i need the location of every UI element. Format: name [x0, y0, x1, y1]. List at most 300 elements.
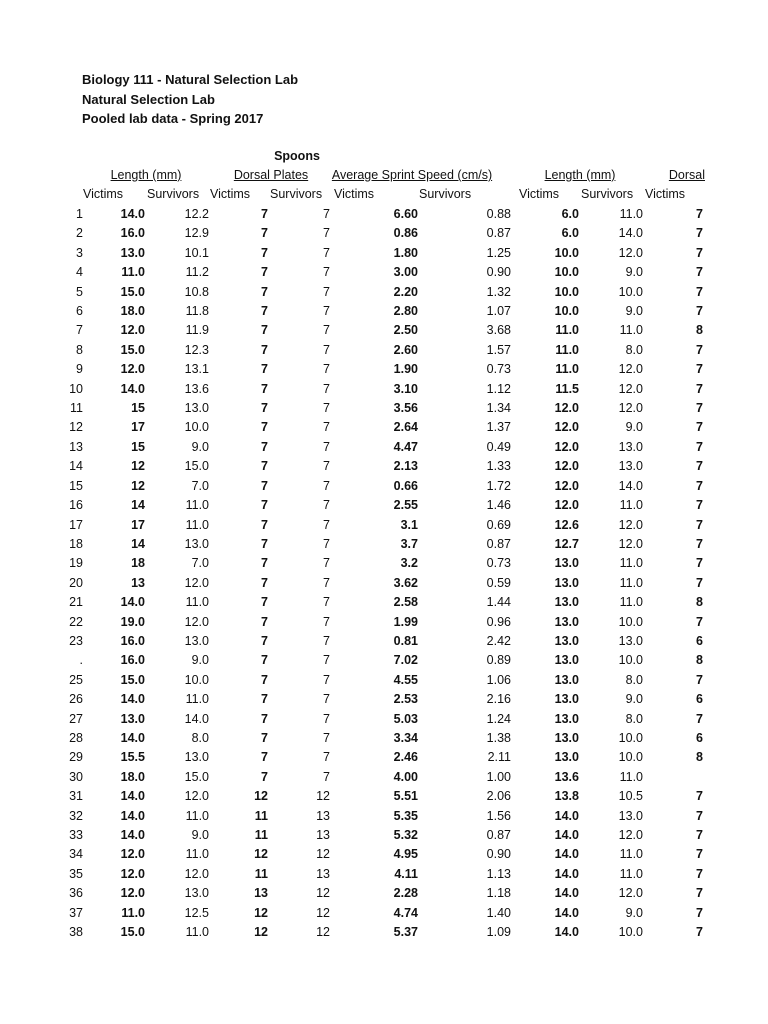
cell-speed-survivors: 1.06 [486, 672, 511, 687]
cell-length2-survivors: 10.0 [618, 284, 643, 299]
cell-length2-survivors: 13.0 [618, 808, 643, 823]
cell-dorsal2-victims: 6 [696, 633, 703, 648]
cell-length2-survivors: 10.0 [618, 925, 643, 940]
cell-dorsal-victims: 7 [261, 517, 268, 532]
cell-row-number: 29 [69, 750, 83, 765]
cell-length2-victims: 14.0 [554, 925, 579, 940]
cell-speed-victims: 4.95 [393, 847, 418, 862]
cell-row-number: 33 [69, 828, 83, 842]
cell-length2-victims: 12.0 [554, 401, 579, 416]
title-lab: Natural Selection Lab [82, 91, 215, 107]
cell-dorsal-survivors: 7 [323, 478, 330, 493]
cell-speed-victims: 0.66 [393, 478, 418, 493]
cell-length-survivors: 12.0 [184, 614, 209, 629]
cell-dorsal-victims: 7 [261, 711, 268, 726]
cell-dorsal2-victims: 7 [696, 342, 703, 357]
cell-speed-survivors: 0.49 [486, 439, 511, 454]
cell-length-survivors: 11.0 [185, 808, 209, 823]
group-label-spoons: Spoons [274, 149, 320, 163]
cell-length2-victims: 10.0 [554, 304, 579, 319]
cell-length-victims: 15.5 [120, 750, 145, 765]
cell-speed-survivors: 0.73 [486, 362, 511, 377]
cell-dorsal-survivors: 7 [323, 323, 330, 338]
cell-length2-victims: 13.0 [554, 692, 579, 707]
cell-dorsal2-victims: 7 [696, 672, 703, 687]
table-row [0, 574, 768, 593]
cell-length-victims: 12.0 [120, 362, 145, 377]
cell-length-victims: 18 [131, 556, 145, 571]
cell-dorsal-victims: 7 [261, 304, 268, 319]
cell-length2-victims: 12.7 [554, 536, 579, 551]
cell-speed-victims: 0.81 [393, 633, 418, 648]
cell-dorsal-victims: 7 [261, 730, 268, 745]
cell-row-number: 2 [76, 226, 83, 241]
cell-length2-survivors: 13.0 [618, 439, 643, 454]
cell-dorsal-survivors: 7 [323, 517, 330, 532]
cell-dorsal2-victims: 7 [696, 381, 703, 396]
cell-length2-survivors: 12.0 [618, 886, 643, 901]
cell-length2-survivors: 9.0 [625, 905, 643, 920]
cell-length-survivors: 13.6 [184, 381, 209, 396]
cell-length-survivors: 7.0 [191, 478, 209, 493]
table-row [0, 263, 768, 282]
cell-row-number: 10 [69, 381, 83, 396]
cell-length-survivors: 12.2 [184, 207, 209, 221]
cell-length2-victims: 12.0 [554, 498, 579, 513]
cell-speed-survivors: 1.37 [486, 420, 511, 435]
cell-dorsal-survivors: 7 [323, 245, 330, 260]
cell-length2-victims: 12.0 [554, 439, 579, 454]
table-row [0, 418, 768, 437]
cell-row-number: 20 [69, 575, 83, 590]
cell-length2-victims: 11.5 [555, 381, 579, 396]
cell-dorsal-survivors: 7 [323, 207, 330, 221]
cell-speed-survivors: 1.13 [486, 866, 511, 881]
subheader-victims-5: Victims [645, 187, 686, 201]
title-course: Biology 111 - Natural Selection Lab [82, 72, 299, 87]
cell-length2-survivors: 12.0 [618, 401, 643, 416]
cell-length2-survivors: 9.0 [625, 265, 643, 280]
cell-length-survivors: 15.0 [184, 769, 209, 784]
cell-length-survivors: 12.0 [184, 575, 209, 590]
subheader-victims-1: Victims [83, 187, 124, 201]
cell-length-victims: 15.0 [120, 342, 145, 357]
cell-dorsal-survivors: 7 [323, 304, 330, 319]
cell-speed-victims: 3.34 [393, 730, 418, 745]
data-table-body [0, 205, 768, 942]
cell-length2-survivors: 11.0 [619, 498, 643, 513]
cell-speed-survivors: 0.69 [486, 517, 511, 532]
cell-dorsal-victims: 7 [261, 420, 268, 435]
cell-speed-victims: 2.80 [393, 304, 418, 319]
cell-length2-victims: 13.0 [554, 653, 579, 668]
cell-dorsal2-victims: 7 [696, 265, 703, 280]
cell-length2-survivors: 9.0 [625, 692, 643, 707]
cell-length-victims: 14.0 [120, 789, 145, 804]
cell-length2-survivors: 11.0 [619, 847, 643, 862]
cell-speed-victims: 5.32 [393, 828, 418, 842]
cell-length2-survivors: 12.0 [618, 517, 643, 532]
table-row [0, 399, 768, 418]
cell-length-victims: 12.0 [120, 847, 145, 862]
cell-row-number: 31 [69, 789, 83, 804]
cell-dorsal-victims: 7 [261, 284, 268, 299]
cell-dorsal-victims: 7 [261, 692, 268, 707]
cell-length2-survivors: 10.0 [618, 750, 643, 765]
cell-dorsal-victims: 7 [261, 381, 268, 396]
cell-length2-survivors: 14.0 [618, 478, 643, 493]
cell-length2-survivors: 11.0 [619, 207, 643, 221]
cell-dorsal-victims: 7 [261, 226, 268, 241]
cell-length-victims: 14.0 [120, 207, 145, 221]
cell-length2-survivors: 9.0 [625, 304, 643, 319]
cell-dorsal-survivors: 7 [323, 362, 330, 377]
cell-speed-victims: 2.60 [393, 342, 418, 357]
cell-length-victims: 15 [131, 401, 145, 416]
cell-speed-survivors: 0.89 [486, 653, 511, 668]
cell-dorsal2-victims: 7 [696, 556, 703, 571]
cell-row-number: 25 [69, 672, 83, 687]
cell-speed-survivors: 1.25 [486, 245, 511, 260]
cell-dorsal-survivors: 7 [323, 730, 330, 745]
cell-speed-survivors: 3.68 [486, 323, 511, 338]
cell-length2-victims: 14.0 [554, 905, 579, 920]
cell-dorsal-survivors: 13 [316, 866, 330, 881]
cell-dorsal-survivors: 7 [323, 420, 330, 435]
cell-speed-victims: 5.35 [393, 808, 418, 823]
cell-length-survivors: 12.3 [184, 342, 209, 357]
cell-dorsal2-victims: 7 [696, 808, 703, 823]
cell-dorsal-survivors: 7 [323, 575, 330, 590]
table-row [0, 613, 768, 632]
cell-length-survivors: 8.0 [191, 730, 209, 745]
cell-length-victims: 15.0 [120, 672, 145, 687]
cell-length-victims: 11.0 [121, 905, 145, 920]
cell-dorsal-victims: 7 [261, 750, 268, 765]
cell-length-victims: 12 [131, 478, 145, 493]
cell-speed-victims: 6.60 [393, 207, 418, 221]
cell-dorsal2-victims: 8 [696, 750, 703, 765]
cell-dorsal-victims: 7 [261, 769, 268, 784]
cell-length2-victims: 10.0 [554, 265, 579, 280]
cell-dorsal-survivors: 7 [323, 595, 330, 610]
cell-length-victims: 16.0 [120, 653, 145, 668]
cell-speed-victims: 2.55 [393, 498, 418, 513]
cell-length-survivors: 11.9 [185, 323, 209, 338]
cell-length-survivors: 12.0 [184, 866, 209, 881]
cell-dorsal-survivors: 12 [316, 925, 330, 940]
cell-row-number: 19 [69, 556, 83, 571]
cell-length-victims: 18.0 [120, 769, 145, 784]
table-row [0, 729, 768, 748]
cell-speed-victims: 1.90 [393, 362, 418, 377]
cell-row-number: 26 [69, 692, 83, 707]
cell-length-victims: 14 [131, 536, 145, 551]
cell-dorsal-victims: 11 [254, 866, 268, 881]
cell-length2-victims: 14.0 [554, 847, 579, 862]
cell-length-survivors: 10.0 [184, 672, 209, 687]
cell-dorsal2-victims: 7 [696, 828, 703, 842]
cell-speed-survivors: 0.96 [486, 614, 511, 629]
cell-length-survivors: 12.9 [184, 226, 209, 241]
cell-row-number: 30 [69, 769, 83, 784]
cell-length-survivors: 11.0 [185, 925, 209, 940]
cell-length-survivors: 11.2 [185, 265, 209, 280]
cell-speed-victims: 0.86 [393, 226, 418, 241]
cell-length-victims: 16.0 [120, 226, 145, 241]
cell-row-number: 3 [76, 245, 83, 260]
cell-dorsal-victims: 7 [261, 595, 268, 610]
cell-length-survivors: 13.0 [184, 750, 209, 765]
cell-length-survivors: 15.0 [184, 459, 209, 474]
subheader-survivors-1: Survivors [147, 187, 200, 201]
cell-speed-survivors: 0.87 [486, 828, 511, 842]
cell-length2-victims: 14.0 [554, 886, 579, 901]
cell-row-number: 16 [69, 498, 83, 513]
table-row [0, 632, 768, 651]
cell-length2-survivors: 12.0 [618, 245, 643, 260]
cell-length2-survivors: 8.0 [625, 342, 643, 357]
cell-dorsal2-victims: 7 [696, 439, 703, 454]
cell-dorsal-survivors: 7 [323, 439, 330, 454]
cell-length-survivors: 14.0 [184, 711, 209, 726]
header-sprint-speed: Average Sprint Speed (cm/s) [331, 168, 493, 182]
cell-speed-victims: 4.47 [393, 439, 418, 454]
cell-length-survivors: 13.0 [184, 886, 209, 901]
cell-speed-survivors: 1.33 [486, 459, 511, 474]
cell-length2-victims: 13.0 [554, 730, 579, 745]
cell-length2-survivors: 12.0 [618, 536, 643, 551]
cell-speed-survivors: 1.46 [486, 498, 511, 513]
cell-length2-victims: 13.0 [554, 575, 579, 590]
cell-row-number: 22 [69, 614, 83, 629]
cell-dorsal-victims: 12 [254, 789, 268, 804]
cell-length2-survivors: 8.0 [625, 672, 643, 687]
cell-dorsal-survivors: 7 [323, 750, 330, 765]
cell-dorsal-victims: 7 [261, 362, 268, 377]
cell-length-victims: 12 [131, 459, 145, 474]
table-row [0, 224, 768, 243]
cell-dorsal2-victims: 7 [696, 886, 703, 901]
cell-dorsal-survivors: 7 [323, 633, 330, 648]
group-header-row [0, 149, 768, 168]
table-row [0, 826, 768, 845]
cell-dorsal-victims: 7 [261, 342, 268, 357]
cell-speed-victims: 1.80 [393, 245, 418, 260]
cell-dorsal2-victims: 7 [696, 245, 703, 260]
cell-speed-victims: 4.74 [393, 905, 418, 920]
cell-length-survivors: 11.0 [185, 692, 209, 707]
cell-row-number: 5 [76, 284, 83, 299]
cell-length2-survivors: 10.0 [618, 730, 643, 745]
cell-row-number: 11 [70, 401, 83, 416]
table-row [0, 477, 768, 496]
cell-dorsal-victims: 7 [261, 207, 268, 221]
table-row [0, 748, 768, 767]
cell-speed-victims: 3.2 [400, 556, 418, 571]
cell-dorsal-survivors: 13 [316, 808, 330, 823]
cell-dorsal2-victims: 8 [696, 595, 703, 610]
subheader-survivors-4: Survivors [581, 187, 634, 201]
cell-length2-survivors: 10.0 [618, 614, 643, 629]
cell-dorsal-victims: 7 [261, 478, 268, 493]
cell-dorsal2-victims: 7 [696, 789, 703, 804]
cell-length-victims: 14.0 [120, 692, 145, 707]
cell-length2-victims: 13.0 [554, 711, 579, 726]
cell-length-victims: 16.0 [120, 633, 145, 648]
cell-speed-survivors: 1.44 [486, 595, 511, 610]
cell-dorsal2-victims: 8 [696, 323, 703, 338]
cell-speed-survivors: 1.32 [486, 284, 511, 299]
cell-length2-survivors: 10.5 [618, 789, 643, 804]
cell-dorsal2-victims: 6 [696, 730, 703, 745]
cell-dorsal2-victims: 7 [696, 478, 703, 493]
cell-length-survivors: 10.0 [184, 420, 209, 435]
cell-length-survivors: 11.8 [185, 304, 209, 319]
cell-dorsal2-victims: 7 [696, 614, 703, 629]
cell-dorsal2-victims: 7 [696, 459, 703, 474]
cell-dorsal-survivors: 7 [323, 536, 330, 551]
cell-length-victims: 12.0 [120, 866, 145, 881]
cell-length2-victims: 12.0 [554, 420, 579, 435]
cell-length-victims: 14.0 [120, 730, 145, 745]
cell-length2-victims: 12.6 [554, 517, 579, 532]
cell-length-survivors: 10.8 [184, 284, 209, 299]
cell-speed-victims: 5.51 [393, 789, 418, 804]
cell-dorsal-victims: 11 [254, 808, 268, 823]
cell-length-survivors: 11.0 [185, 498, 209, 513]
cell-dorsal2-victims: 7 [696, 536, 703, 551]
cell-length2-survivors: 11.0 [619, 575, 643, 590]
cell-dorsal-survivors: 13 [316, 828, 330, 842]
cell-speed-victims: 2.53 [393, 692, 418, 707]
table-row [0, 845, 768, 864]
table-row [0, 884, 768, 903]
cell-speed-victims: 2.58 [393, 595, 418, 610]
table-row [0, 535, 768, 554]
cell-length2-survivors: 11.0 [619, 866, 643, 881]
cell-dorsal2-victims: 7 [696, 284, 703, 299]
cell-length2-victims: 11.0 [555, 323, 579, 338]
cell-speed-survivors: 1.57 [486, 342, 511, 357]
table-row [0, 457, 768, 476]
cell-dorsal-victims: 7 [261, 265, 268, 280]
cell-dorsal-survivors: 12 [316, 886, 330, 901]
header-dorsal-2: Dorsal [668, 168, 705, 182]
cell-dorsal-survivors: 7 [323, 459, 330, 474]
table-row [0, 496, 768, 515]
cell-length-victims: 12.0 [120, 886, 145, 901]
cell-speed-victims: 2.20 [393, 284, 418, 299]
title-pooled-data: Pooled lab data - Spring 2017 [82, 111, 264, 126]
cell-length-survivors: 13.0 [184, 401, 209, 416]
cell-dorsal2-victims: 7 [696, 517, 703, 532]
cell-length-survivors: 13.0 [184, 536, 209, 551]
cell-dorsal-victims: 7 [261, 556, 268, 571]
cell-length-survivors: 10.1 [184, 245, 209, 260]
cell-row-number: 13 [69, 439, 83, 454]
cell-speed-survivors: 0.73 [486, 556, 511, 571]
cell-dorsal-victims: 12 [254, 847, 268, 862]
cell-length-survivors: 12.5 [184, 905, 209, 920]
cell-speed-victims: 2.13 [393, 459, 418, 474]
cell-row-number: 27 [69, 711, 83, 726]
cell-dorsal-victims: 7 [261, 439, 268, 454]
cell-length2-survivors: 13.0 [618, 633, 643, 648]
cell-dorsal2-victims: 7 [696, 498, 703, 513]
cell-row-number: 8 [76, 342, 83, 357]
cell-speed-victims: 2.50 [393, 323, 418, 338]
cell-length2-victims: 11.0 [555, 342, 579, 357]
cell-length-survivors: 7.0 [191, 556, 209, 571]
column-group-header-row [0, 168, 768, 187]
header-dorsal-plates: Dorsal Plates [233, 168, 309, 182]
table-row [0, 690, 768, 709]
cell-row-number: 28 [69, 730, 83, 745]
cell-length-victims: 11.0 [121, 265, 145, 280]
cell-length2-survivors: 10.0 [618, 653, 643, 668]
cell-length-victims: 13 [131, 575, 145, 590]
cell-row-number: 6 [76, 304, 83, 319]
cell-length2-victims: 13.0 [554, 633, 579, 648]
cell-speed-survivors: 1.09 [486, 925, 511, 940]
table-row [0, 651, 768, 670]
cell-length2-survivors: 8.0 [625, 711, 643, 726]
table-row [0, 283, 768, 302]
cell-length-victims: 15.0 [120, 284, 145, 299]
cell-speed-victims: 1.99 [393, 614, 418, 629]
cell-length-victims: 15 [131, 439, 145, 454]
cell-dorsal2-victims: 6 [696, 692, 703, 707]
cell-speed-victims: 3.7 [400, 536, 418, 551]
cell-dorsal-survivors: 7 [323, 711, 330, 726]
cell-speed-survivors: 0.87 [486, 226, 511, 241]
table-row [0, 302, 768, 321]
cell-dorsal2-victims: 7 [696, 207, 703, 221]
cell-length2-victims: 10.0 [554, 245, 579, 260]
cell-speed-survivors: 1.12 [486, 381, 511, 396]
cell-speed-survivors: 0.59 [486, 575, 511, 590]
table-row [0, 593, 768, 612]
cell-speed-victims: 4.55 [393, 672, 418, 687]
cell-row-number: 18 [69, 536, 83, 551]
cell-speed-survivors: 1.07 [486, 304, 511, 319]
cell-dorsal2-victims: 8 [696, 653, 703, 668]
cell-length2-victims: 14.0 [554, 808, 579, 823]
subheader-victims-3: Victims [334, 187, 375, 201]
table-row [0, 923, 768, 942]
table-row [0, 516, 768, 535]
cell-dorsal-survivors: 7 [323, 769, 330, 784]
cell-row-number: 37 [69, 905, 83, 920]
cell-dorsal-victims: 7 [261, 653, 268, 668]
cell-length2-victims: 12.0 [554, 478, 579, 493]
cell-length-survivors: 11.0 [185, 517, 209, 532]
cell-speed-survivors: 0.87 [486, 536, 511, 551]
cell-length2-survivors: 12.0 [618, 828, 643, 842]
cell-dorsal2-victims: 7 [696, 401, 703, 416]
cell-dorsal2-victims: 7 [696, 575, 703, 590]
cell-length2-victims: 11.0 [555, 362, 579, 377]
cell-row-number: 4 [76, 265, 83, 280]
cell-speed-survivors: 1.18 [486, 886, 511, 901]
cell-dorsal2-victims: 7 [696, 362, 703, 377]
cell-length-victims: 14.0 [120, 381, 145, 396]
table-row [0, 904, 768, 923]
table-row [0, 380, 768, 399]
cell-row-number: 34 [69, 847, 83, 862]
cell-length-victims: 14.0 [120, 595, 145, 610]
